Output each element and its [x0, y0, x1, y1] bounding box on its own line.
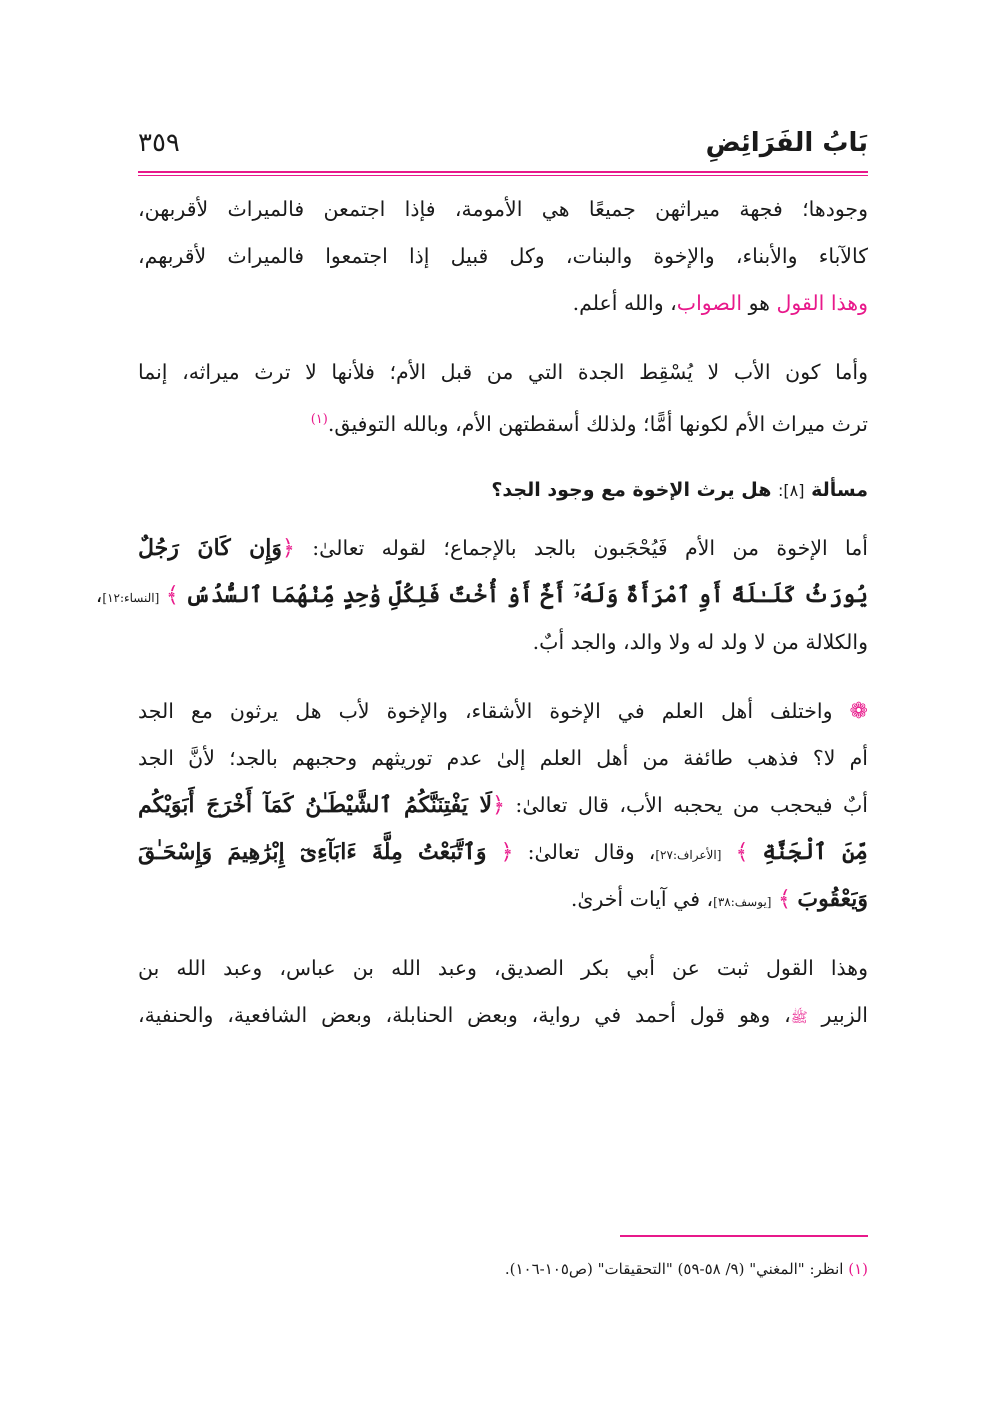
flower-bullet-icon: ❁	[849, 699, 868, 724]
text-fragment: ، والله أعلم.	[572, 291, 677, 315]
text-line	[138, 829, 868, 876]
header-rule-thin	[138, 175, 868, 176]
section-heading	[138, 465, 868, 515]
quran-verse: مِّنَ ٱلْجَنَّةِ	[762, 839, 868, 865]
page-number: ٣٥٩	[138, 128, 180, 158]
paragraph-4	[138, 688, 868, 923]
highlight-text: الصواب	[676, 291, 743, 315]
text-line	[138, 396, 868, 443]
highlight-text: وهذا القول	[776, 291, 868, 315]
text-fragment: ، وهو قول أحمد في رواية، وبعض الحنابلة، وبعض الشافعية، والحنفية،	[138, 1003, 791, 1027]
header-rule	[138, 171, 868, 173]
footnote-number: (١)	[848, 1260, 868, 1278]
quran-verse: يُورَثُ كَلَـٰلَةً أَوِ ٱمْرَأَةٌ وَلَهُۥٓ أَخٌ أَوْ أُخْتٌ فَلِكُلِّ وَٰحِدٍ مِّنْهُمَا ٱلسُّدُسُ	[185, 582, 868, 608]
footnote-rule	[620, 1235, 868, 1237]
quran-verse: لَا يَفْتِنَنَّكُمُ ٱلشَّيْطَـٰنُ كَمَآ أَخْرَجَ أَبَوَيْكُم	[138, 792, 493, 818]
main-text	[95, 186, 868, 1039]
heading-question: هل يرث الإخوة مع وجود الجد؟	[491, 479, 772, 501]
paragraph-3	[95, 525, 868, 666]
footnote-marker[interactable]: (١)	[310, 412, 328, 427]
page-header	[138, 128, 868, 176]
paragraph-5	[138, 945, 868, 1039]
text-fragment: أما الإخوة من الأم فَيُحْجَبون بالجد بالإجماع؛ لقوله تعالىٰ:	[294, 536, 868, 560]
verse-reference: [يوسف:٣٨]	[713, 895, 772, 909]
heading-label: مسألة	[811, 479, 868, 501]
quran-brace-close: ﴾	[165, 583, 179, 608]
paragraph-2	[138, 349, 868, 443]
quran-brace-open: ﴿	[492, 793, 505, 818]
quran-brace-close: ﴾	[735, 840, 749, 865]
text-line: أم لا؟ فذهب طائفة من أهل العلم إلىٰ عدم توريثهم وحجبهم بالجد؛ لأنَّ الجد	[138, 746, 868, 770]
quran-brace-open: ﴿	[282, 536, 295, 561]
running-title: بَابُ الفَرَائِضِ	[705, 128, 868, 158]
paragraph-1	[138, 186, 868, 327]
verse-reference: [الأعراف:٢٧]	[655, 848, 722, 862]
text-line: والكلالة من لا ولد له ولا والد، والجد أبٌ.	[532, 630, 868, 654]
footnote-text: انظر: "المغني" (٩/ ٥٨-٥٩) "التحقيقات" (ص١٠٥-١٠٦).	[504, 1260, 849, 1278]
text-line	[138, 782, 868, 829]
text-fragment: ، في آيات أخرىٰ.	[570, 887, 714, 911]
quran-brace-close: ﴾	[778, 887, 791, 912]
text-fragment: أبٌ فيحجب من يحجبه الأب، قال تعالىٰ:	[504, 793, 868, 817]
heading-number: [٨]:	[778, 481, 805, 500]
text-fragment: الزبير	[807, 1003, 868, 1027]
text-line	[95, 572, 868, 619]
quran-verse: وَٱتَّبَعْتُ مِلَّةَ ءَابَآءِىٓ إِبْرَٰهِيمَ وَإِسْحَـٰقَ	[138, 839, 487, 865]
footnote	[138, 1255, 868, 1283]
text-line	[138, 992, 868, 1039]
text-line: كالآباء والأبناء، والإخوة والبنات، وكل قبيل إذا اجتمعوا فالميراث لأقربهم،	[138, 244, 868, 268]
text-fragment: واختلف أهل العلم في الإخوة الأشقاء، والإخوة لأب هل يرثون مع الجد	[138, 699, 833, 723]
text-fragment: ،	[95, 583, 103, 607]
quran-verse: وَيَعْقُوبَ	[797, 886, 868, 912]
text-fragment: هو	[742, 291, 777, 315]
quran-brace-open: ﴿	[500, 840, 514, 865]
text-line: وجودها؛ فجهة ميراثهن جميعًا هي الأمومة، فإذا اجتمعن فالميراث لأقربهن،	[138, 197, 868, 221]
text-line: وأما كون الأب لا يُسْقِط الجدة التي من قبل الأم؛ فلأنها لا ترث ميراثه، إنما	[138, 360, 868, 384]
text-line	[138, 876, 868, 923]
text-line: وهذا القول ثبت عن أبي بكر الصديق، وعبد الله بن عباس، وعبد الله بن	[138, 956, 868, 980]
text-line	[138, 525, 868, 572]
text-line	[138, 280, 868, 327]
verse-reference: [النساء:١٢]	[102, 591, 160, 605]
text-fragment: ، وقال تعالىٰ:	[513, 840, 656, 864]
quran-verse: وَإِن كَانَ رَجُلٌ	[138, 535, 283, 561]
text-fragment: ترث ميراث الأم لكونها أمًّا؛ ولذلك أسقطتهن الأم، وبالله التوفيق.	[327, 411, 868, 436]
honorific-glyph: ﷺ	[790, 1010, 808, 1026]
text-line	[138, 688, 868, 735]
